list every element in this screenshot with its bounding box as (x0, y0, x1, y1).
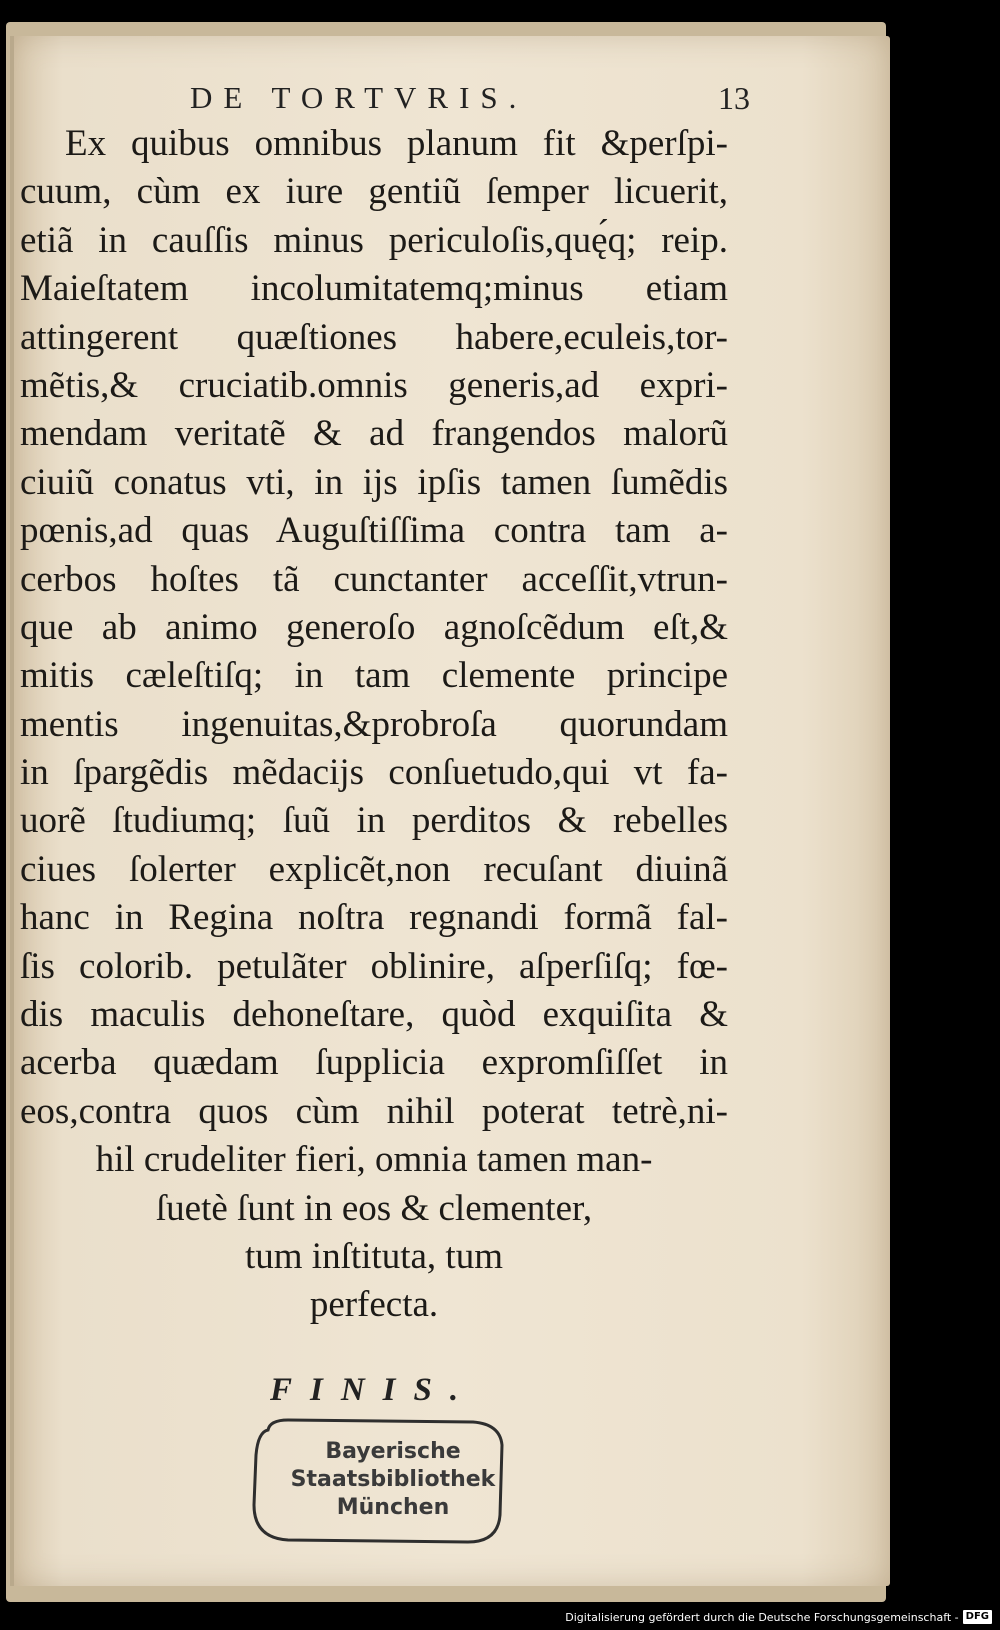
text-line: mitis cæleſtiſq; in tam clemente principe (20, 655, 728, 697)
footer-text: Digitalisierung gefördert durch die Deutsche Forschungsgemeinschaft - (565, 1610, 959, 1624)
text-line: uorẽ ſtudiumq; ſuũ in perditos & rebelles (20, 800, 728, 842)
text-line: Ex quibus omnibus planum fit &perſpi- (65, 123, 728, 164)
stamp-line: Bayerische (325, 1439, 461, 1464)
page-gutter (10, 36, 14, 1586)
text-line: eos,contra quos cùm nihil poterat tetrè,ni- (20, 1090, 728, 1132)
digitization-footer (565, 1608, 992, 1626)
closing-line: ſuetè ſunt in eos & clementer, (155, 1187, 593, 1229)
stamp-line: München (336, 1495, 450, 1520)
stamp-line: Staatsbibliothek (290, 1467, 496, 1492)
text-line: Maieſtatem incolumitatemq;minus etiam (20, 268, 728, 310)
text-line: etiã in cauſſis minus periculoſis,quę́q; reip. (20, 219, 728, 261)
text-line: dis maculis dehoneſtare, quòd exquiſita & (20, 994, 728, 1036)
text-line: mentis ingenuitas,&probroſa quorundam (20, 703, 728, 745)
running-title: DE TORTVRIS. (190, 80, 528, 115)
running-head (190, 78, 750, 118)
text-line: ciuiũ conatus vti, in ijs ipſis tamen ſumẽdis (20, 461, 728, 503)
text-line: mẽtis,& cruciatib.omnis generis,ad expri- (20, 364, 728, 406)
text-line: acerba quædam ſupplicia expromſiſſet in (20, 1042, 728, 1084)
stamp-text (278, 1438, 508, 1522)
text-line: pœnis,ad quas Auguſtiſſima contra tam a- (20, 510, 728, 552)
dfg-logo: DFG (963, 1610, 992, 1624)
library-stamp (248, 1410, 518, 1550)
text-line: in ſpargẽdis mẽdacijs conſuetudo,qui vt fa- (20, 752, 728, 794)
text-line: ciues ſolerter explicẽt,non recuſant diuinã (20, 848, 728, 890)
text-line: cuum, cùm ex iure gentiũ ſemper licuerit, (20, 171, 728, 213)
text-line: attingerent quæſtiones habere,eculeis,tor- (20, 316, 728, 358)
text-line: ſis colorib. petulãter oblinire, aſperſiſq; fœ- (20, 945, 728, 987)
text-line: cerbos hoſtes tã cunctanter acceſſit,vtrun- (20, 558, 728, 600)
page-number: 13 (718, 79, 750, 116)
finis-mark: FINIS. (270, 1372, 477, 1408)
text-line: hanc in Regina noſtra regnandi formã fal- (20, 897, 728, 939)
closing-line: perfecta. (309, 1284, 439, 1326)
text-line: mendam veritatẽ & ad frangendos malorũ (20, 413, 728, 455)
text-line: que ab animo generoſo agnoſcẽdum eſt,& (20, 606, 728, 648)
closing-line: tum inſtituta, tum (245, 1235, 503, 1277)
closing-line: hil crudeliter fieri, omnia tamen man- (95, 1139, 653, 1181)
body-text (20, 120, 728, 1330)
